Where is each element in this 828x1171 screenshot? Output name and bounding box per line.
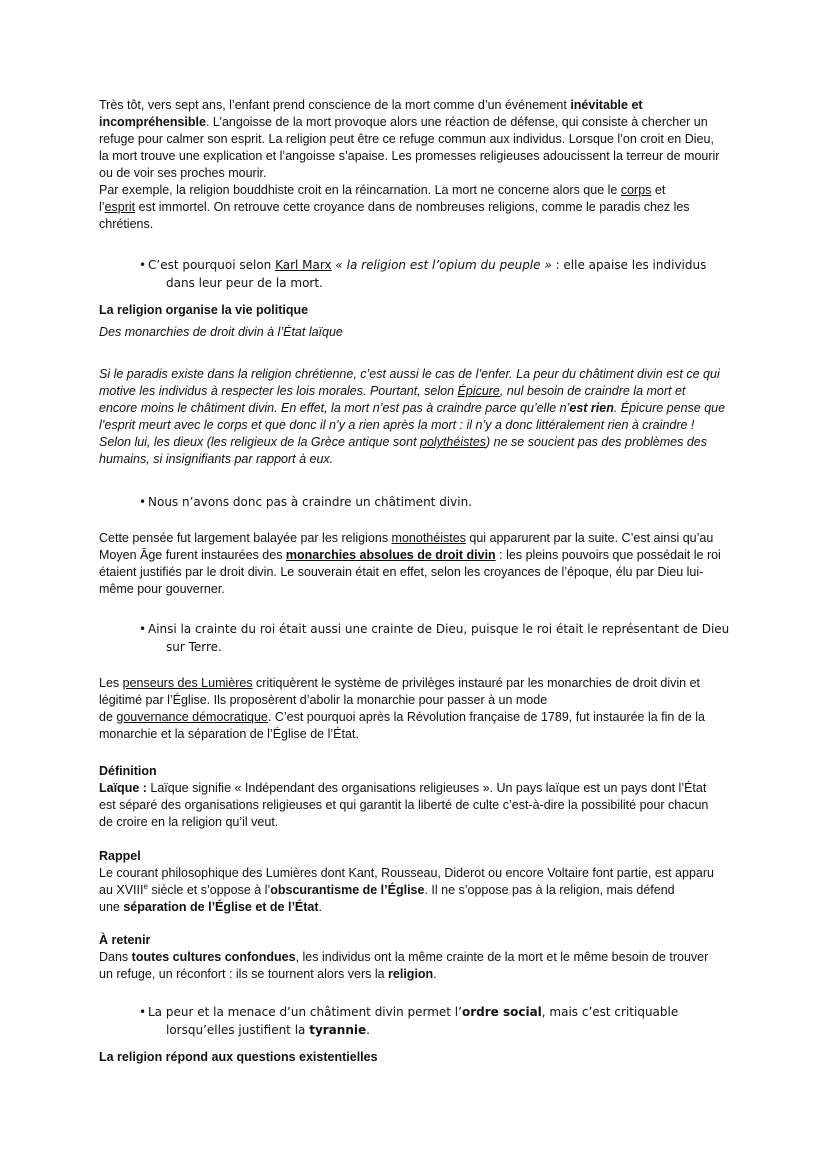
bullet-icon: •	[139, 495, 147, 509]
text-line: une séparation de l’Église et de l’État.	[99, 900, 323, 914]
text-line: monarchie et la séparation de l’Église de l’État.	[99, 727, 359, 741]
retenir-title: À retenir	[99, 933, 151, 947]
text-line: Dans toutes cultures confondues, les individus ont la même crainte de la mort et le même besoin de trouver	[99, 950, 709, 964]
link-karl-marx: Karl Marx	[275, 258, 332, 272]
text-line: Selon lui, les dieux (les religieux de la Grèce antique sont polythéistes) ne se soucient pas des problèmes des	[99, 435, 707, 449]
bullet-chatiment: • Nous n’avons donc pas à craindre un châtiment divin.	[139, 495, 472, 509]
text-line: incompréhensible. L’angoisse de la mort provoque alors une réaction de défense, qui consiste à chercher un	[99, 115, 708, 129]
bullet-crainte-roi: • Ainsi la crainte du roi était aussi une crainte de Dieu, puisque le roi était le représentant de Dieu sur Terre.	[139, 622, 730, 654]
paragraph-lumieres	[99, 675, 735, 743]
section-heading-existentielles: La religion répond aux questions existentielles	[99, 1050, 378, 1064]
bullet-icon: •	[139, 622, 147, 636]
text-line: refuge pour calmer son esprit. La religion peut être ce refuge commun aux individus. Lorsque l’on croit en Dieu,	[99, 132, 714, 146]
section-subheading: Des monarchies de droit divin à l’État laïque	[99, 325, 343, 339]
text-line: chrétiens.	[99, 217, 154, 231]
text-line: de gouvernance démocratique. C’est pourquoi après la Révolution française de 1789, fut instaurée la fin de la	[99, 710, 705, 724]
text-line: au XVIIIe siècle et s’oppose à l’obscurantisme de l’Église. Il ne s’oppose pas à la religion, mais défend	[99, 881, 675, 897]
text-line: Par exemple, la religion bouddhiste croit en la réincarnation. La mort ne concerne alors que le corps et	[99, 183, 666, 197]
text-line: Cette pensée fut largement balayée par les religions monothéistes qui apparurent par la suite. C’est ainsi qu’au	[99, 531, 714, 545]
text-line: Si le paradis existe dans la religion chrétienne, c’est aussi le cas de l’enfer. La peur du châtiment divin est ce qui	[99, 367, 720, 381]
text-line: humains, si insignifiants par rapport à eux.	[99, 452, 334, 466]
text-line: est séparé des organisations religieuses et qui garantit la liberté de culte c’est-à-dire la possibilité pour chacun	[99, 798, 709, 812]
paragraph-intro	[99, 97, 735, 233]
text-line: la mort trouve une explication et l’angoisse s’apaise. Les promesses religieuses adoucissent la terreur de mourir	[99, 149, 720, 163]
definition-title: Définition	[99, 764, 157, 778]
bullet-icon: •	[139, 258, 147, 272]
text-line: même pour gouverner.	[99, 582, 225, 596]
bullet-ordre-social: • La peur et la menace d’un châtiment divin permet l’ordre social, mais c’est critiquable lorsqu’elles justifient la tyrannie.	[139, 1005, 679, 1037]
section-heading: La religion organise la vie politique	[99, 303, 309, 317]
text-line: motive les individus à respecter les lois morales. Pourtant, selon Épicure, nul besoin de craindre la mort et	[99, 384, 686, 398]
text-line: légitimé par l’Église. Ils proposèrent d’abolir la monarchie pour passer à un mode	[99, 693, 548, 707]
text-line: ou de voir ses proches mourir.	[99, 166, 267, 180]
text-line: Le courant philosophique des Lumières dont Kant, Rousseau, Diderot ou encore Voltaire font partie, est apparu	[99, 866, 714, 880]
rappel-title: Rappel	[99, 849, 141, 863]
text-line: étaient justifiés par le droit divin. Le souverain était en effet, selon les croyances de l’époque, élu par Dieu lui-	[99, 565, 704, 579]
text-line: un refuge, un réconfort : ils se tournent alors vers la religion.	[99, 967, 437, 981]
text-line: l’esprit est immortel. On retrouve cette croyance dans de nombreuses religions, comme le paradis chez les	[99, 200, 690, 214]
bullet-icon: •	[139, 1005, 147, 1019]
text-line: encore moins le châtiment divin. En effet, la mort n’est pas à craindre parce qu’elle n’est rien. Épicure pense que	[99, 401, 726, 415]
text-line: l’esprit meurt avec le corps et que donc il n’y a rien après la mort : il n’y a donc littéralement rien à craindre !	[99, 418, 695, 432]
text-line: de croire en la religion qu’il veut.	[99, 815, 279, 829]
text-line: Très tôt, vers sept ans, l’enfant prend conscience de la mort comme d’un événement inévitable et	[99, 98, 643, 112]
text-line: Les penseurs des Lumières critiquèrent le système de privilèges instauré par les monarchies de droit divin et	[99, 676, 701, 690]
definition-box	[99, 763, 735, 831]
rappel-box	[99, 848, 735, 916]
text-line: Moyen Âge furent instaurées des monarchies absolues de droit divin : les pleins pouvoirs que possédait le roi	[99, 548, 721, 562]
bullet-marx: • C’est pourquoi selon Karl Marx « la religion est l’opium du peuple » : elle apaise les individus dans leur peur de la mort.	[139, 258, 707, 290]
paragraph-epicure	[99, 366, 735, 468]
paragraph-monotheistes	[99, 530, 735, 598]
text-line: Laïque : Laïque signifie « Indépendant des organisations religieuses ». Un pays laïque est un pays dont l’État	[99, 781, 707, 795]
retenir-box	[99, 932, 735, 983]
